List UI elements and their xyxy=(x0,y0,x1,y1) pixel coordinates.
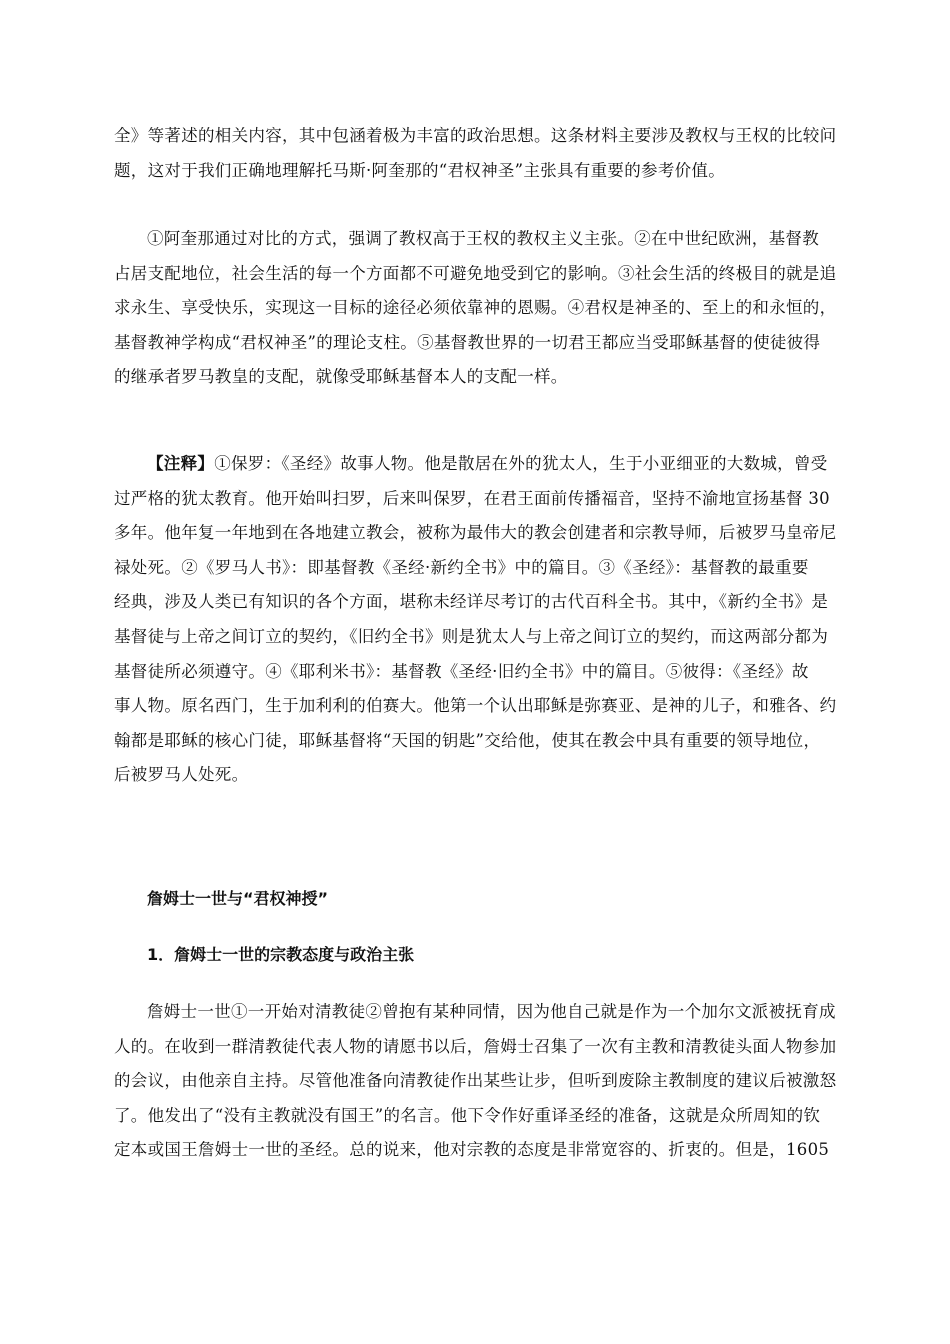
text-line: ①阿奎那通过对比的方式，强调了教权高于王权的教权主义主张。②在中世纪欧洲，基督教 xyxy=(147,229,819,248)
text-line: 的会议，由他亲自主持。尽管他准备向清教徒作出某些让步，但听到废除主教制度的建议后被激怒 xyxy=(114,1071,836,1091)
notes-label: 【注释】 xyxy=(147,454,215,473)
text-line: 定本或国王詹姆士一世的圣经。总的说来，他对宗教的态度是非常宽容的、折衷的。但是，1605 xyxy=(114,1140,830,1160)
text-line: 基督徒所必须遵守。④《耶利米书》：基督教《圣经·旧约全书》中的篇目。⑤彼得：《圣经》故 xyxy=(114,661,809,681)
text-line: 求永生、享受快乐，实现这一目标的途径必须依靠神的恩赐。④君权是神圣的、至上的和永恒的， xyxy=(114,298,836,318)
text-line: 过严格的犹太教育。他开始叫扫罗，后来叫保罗，在君王面前传播福音，坚持不渝地宣扬基督 30 xyxy=(114,488,830,508)
text-line: 事人物。原名西门，生于加利利的伯赛大。他第一个认出耶稣是弥赛亚、是神的儿子，和雅各、约 xyxy=(114,696,836,716)
text-line: 的继承者罗马教皇的支配，就像受耶稣基督本人的支配一样。 xyxy=(114,367,568,387)
text-line: 多年。他年复一年地到在各地建立教会，被称为最伟大的教会创建者和宗教导师，后被罗马皇帝尼 xyxy=(114,523,836,543)
section-title: 詹姆士一世与“君权神授” xyxy=(147,889,329,908)
text-line: 全》等著述的相关内容，其中包涵着极为丰富的政治思想。这条材料主要涉及教权与王权的比较问 xyxy=(114,126,836,145)
paragraph-james xyxy=(114,995,836,1168)
text-line: 禄处死。②《罗马人书》：即基督教《圣经·新约全书》中的篇目。③《圣经》：基督教的最重要 xyxy=(114,557,809,577)
text-line: 人的。在收到一群清教徒代表人物的请愿书以后，詹姆士召集了一次有主教和清教徒头面人物参加 xyxy=(114,1036,836,1056)
text-line: 基督徒与上帝之间订立的契约，《旧约全书》则是犹太人与上帝之间订立的契约，而这两部分都为 xyxy=(114,626,829,646)
paragraph-intro xyxy=(114,119,836,188)
text-line: 经典，涉及人类已有知识的各个方面，堪称未经详尽考订的古代百科全书。其中，《新约全书》是 xyxy=(114,592,829,612)
paragraph-key-points xyxy=(114,222,836,395)
text-line: 后被罗马人处死。 xyxy=(114,765,249,785)
text-line: 詹姆士一世①一开始对清教徒②曾抱有某种同情，因为他自己就是作为一个加尔文派被抚育成 xyxy=(147,1002,836,1021)
paragraph-notes xyxy=(114,447,836,793)
text-line: 题，这对于我们正确地理解托马斯·阿奎那的“君权神圣”主张具有重要的参考价值。 xyxy=(114,160,726,180)
text-line: 了。他发出了“没有主教就没有国王”的名言。他下令作好重译圣经的准备，这就是众所周知的钦 xyxy=(114,1105,821,1125)
text-line: 占居支配地位，社会生活的每一个方面都不可避免地受到它的影响。③社会生活的终极目的就是追 xyxy=(114,263,836,283)
notes-first-line: ①保罗：《圣经》故事人物。他是散居在外的犹太人，生于小亚细亚的大数城，曾受 xyxy=(214,454,828,473)
text-line: 基督教神学构成“君权神圣”的理论支柱。⑤基督教世界的一切君王都应当受耶稣基督的使徒彼得 xyxy=(114,332,821,352)
text-line: 翰都是耶稣的核心门徒，耶稣基督将“天国的钥匙”交给他，使其在教会中具有重要的领导地位， xyxy=(114,730,821,750)
text-line xyxy=(114,447,836,482)
subsection-title: 1．詹姆士一世的宗教态度与政治主张 xyxy=(147,945,415,964)
